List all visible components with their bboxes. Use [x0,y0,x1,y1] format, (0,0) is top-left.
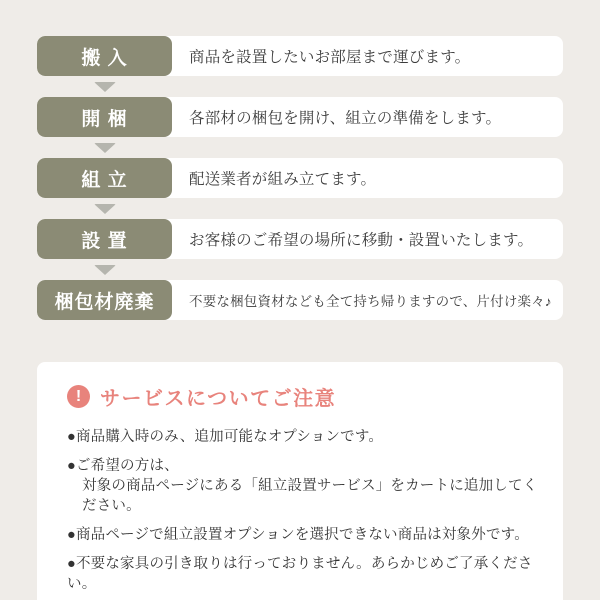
step-description: 不要な梱包資材なども全て持ち帰りますので、片付け楽々♪ [189,294,552,309]
arrow-gap [37,259,563,280]
notice-item [67,554,541,594]
step-row-packaging-disposal [37,280,563,320]
step-description: 商品を設置したいお部屋まで運びます。 [189,49,471,66]
notice-item [67,427,541,447]
step-row-carry-in [37,36,563,76]
arrow-down-icon [94,143,116,153]
step-row-assembly [37,158,563,198]
step-row-installation [37,219,563,259]
notice-item-text: 対象の商品ページにある「組立設置サービス」をカートに追加してください。 [82,478,538,514]
arrow-down-icon [94,204,116,214]
step-label: 設 置 [37,219,172,259]
notice-item-text: ●商品ページで組立設置オプションを選択できない商品は対象外です。 [67,527,529,543]
arrow-down-icon [94,265,116,275]
notice-header [67,382,541,411]
step-row-unpacking [37,97,563,137]
arrow-gap [37,198,563,219]
step-description: 各部材の梱包を開け、組立の準備をします。 [189,110,502,127]
arrow-gap [37,76,563,97]
step-label: 搬 入 [37,36,172,76]
notice-title: サービスについてご注意 [100,388,337,410]
alert-icon: ! [67,385,90,408]
notice-item-text: ●不要な家具の引き取りは行っておりません。あらかじめご了承ください。 [67,556,533,592]
step-label: 開 梱 [37,97,172,137]
notice-panel [37,362,563,600]
step-description: お客様のご希望の場所に移動・設置いたします。 [189,232,534,249]
notice-item [67,456,541,516]
arrow-gap [37,137,563,158]
arrow-down-icon [94,82,116,92]
notice-item [67,525,541,545]
step-label: 梱包材廃棄 [37,280,172,320]
notice-item-text: ●商品購入時のみ、追加可能なオプションです。 [67,429,384,445]
step-description: 配送業者が組み立てます。 [189,171,377,188]
step-label: 組 立 [37,158,172,198]
notice-item-text: ●ご希望の方は、 [67,458,179,474]
